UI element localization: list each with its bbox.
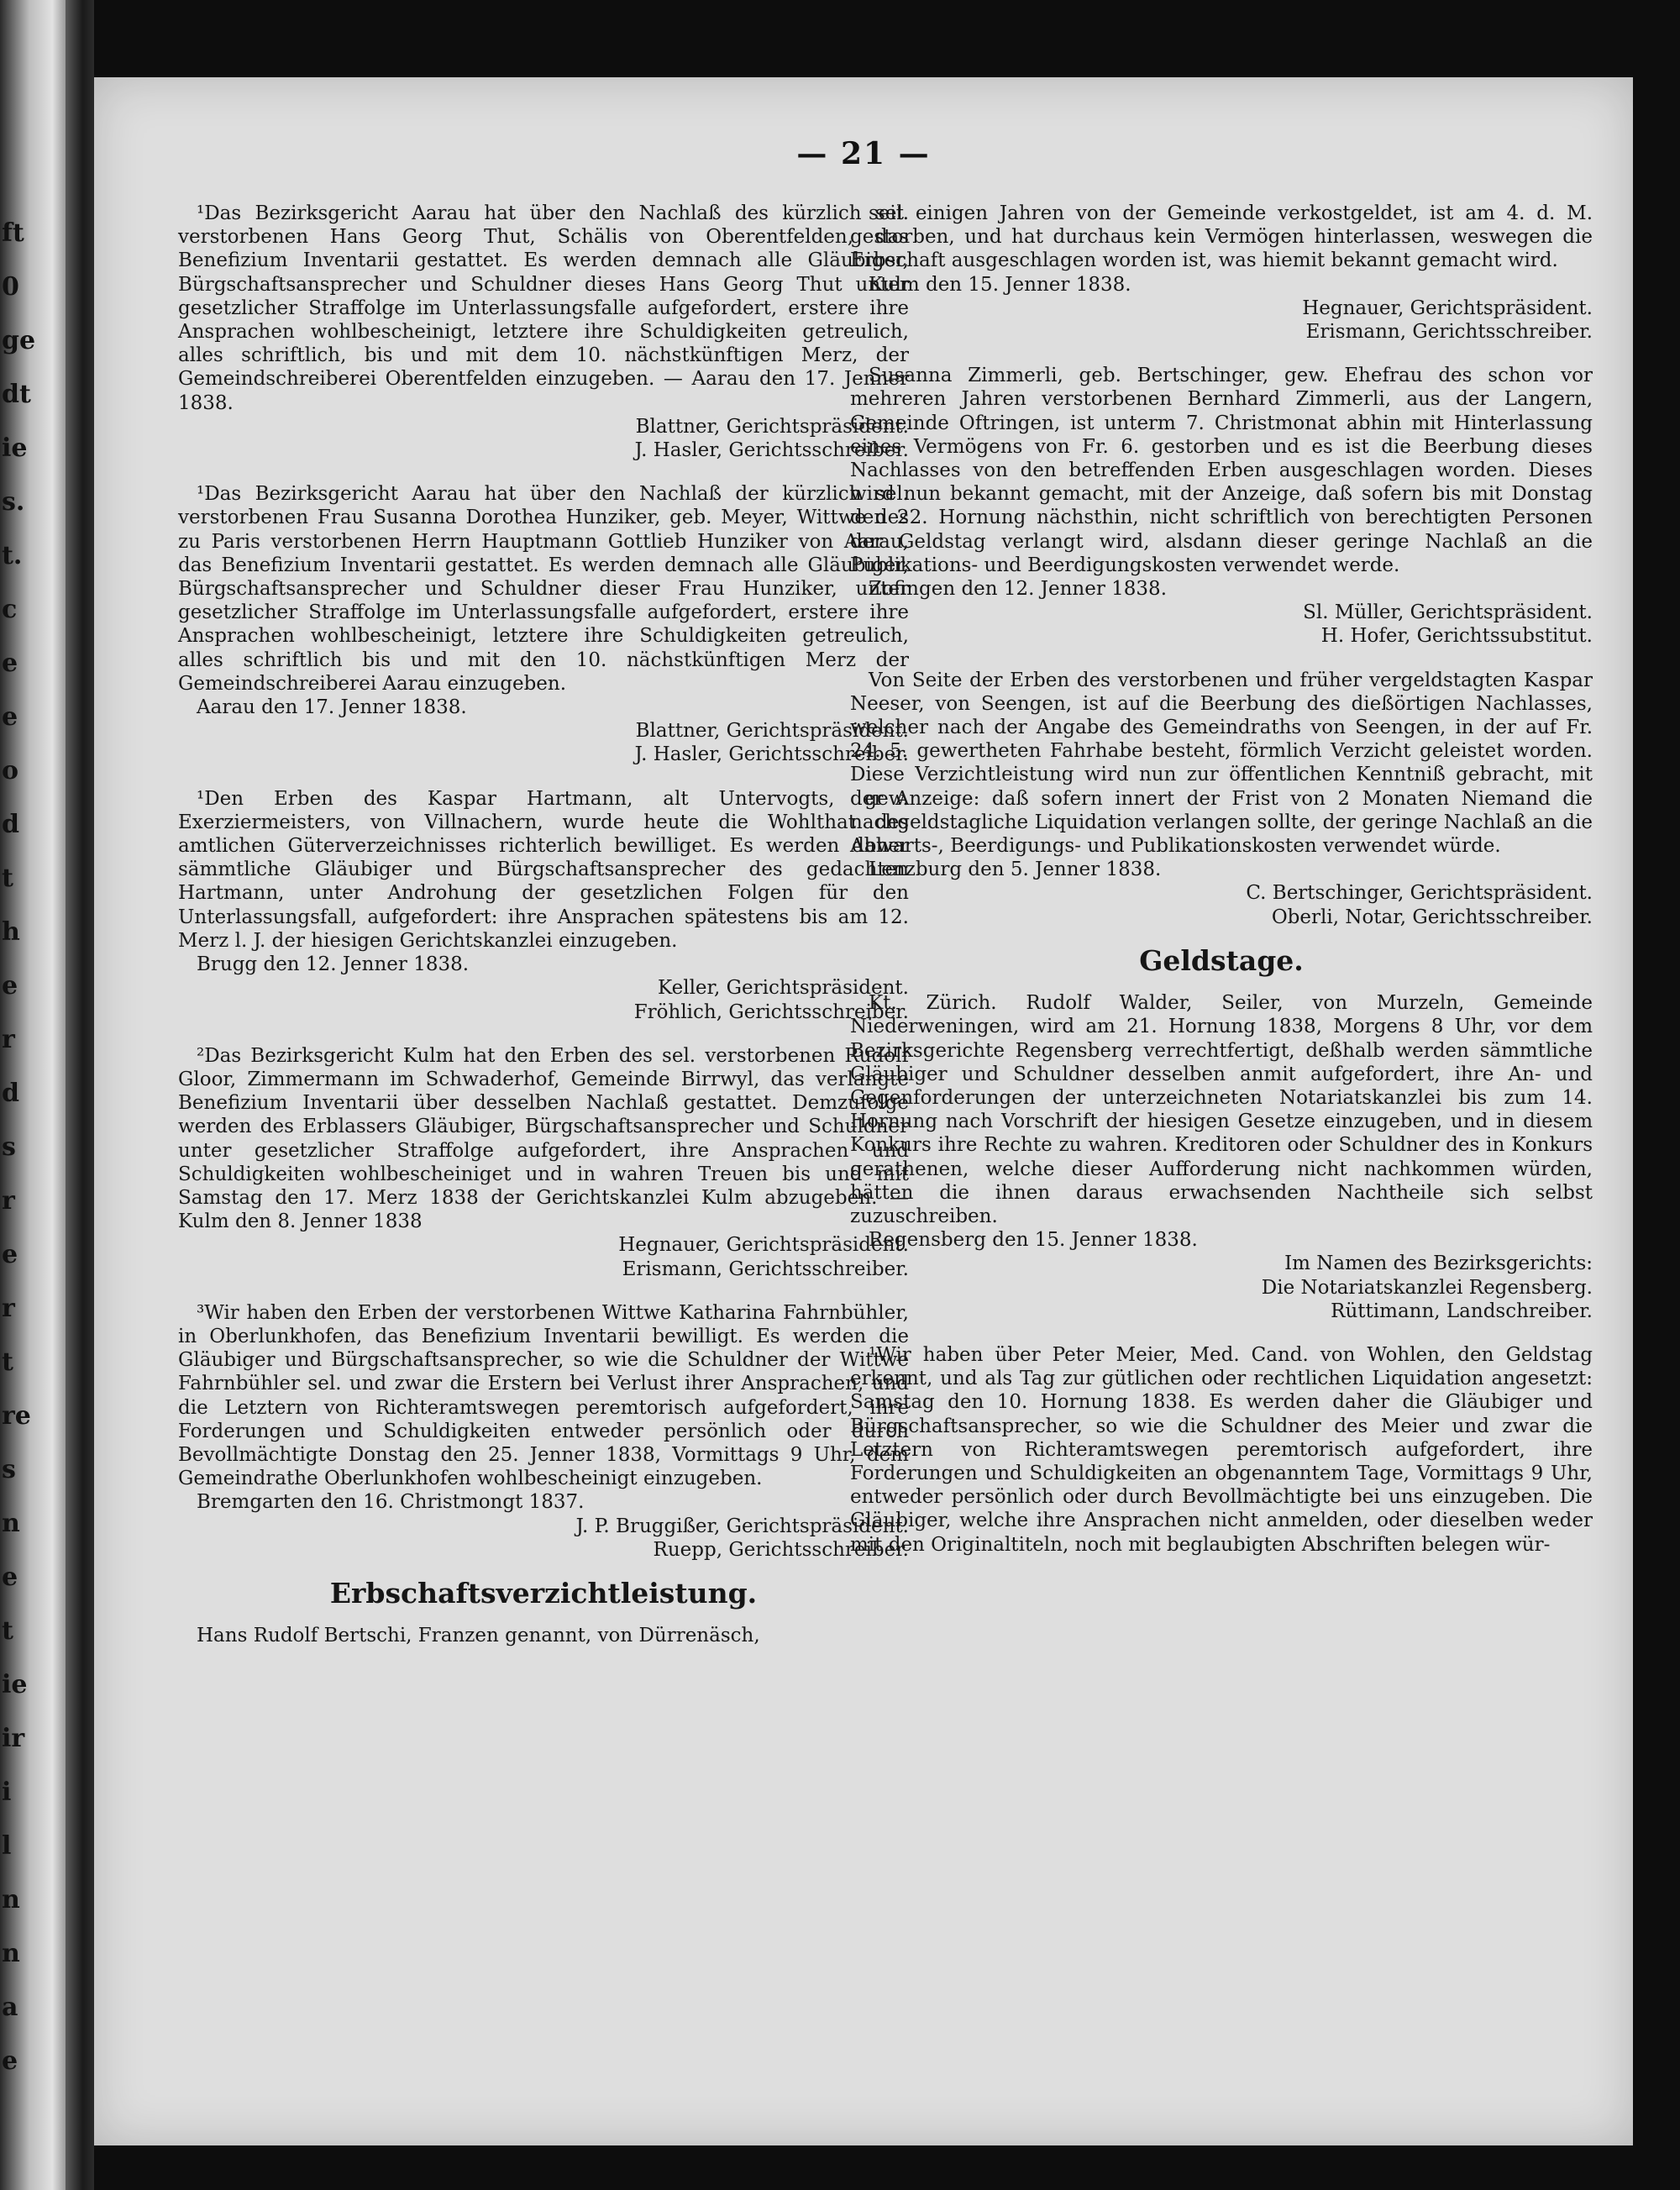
- notice: [850, 991, 1593, 1323]
- edge-fragment: e: [2, 1240, 18, 1269]
- notice: [178, 202, 909, 462]
- edge-fragment: 0: [2, 272, 19, 302]
- notice-signature: J. P. Bruggißer, Gerichtspräsident.: [575, 1515, 909, 1537]
- edge-fragment: t.: [2, 541, 23, 570]
- edge-fragment: i: [2, 1778, 12, 1807]
- notice-signature: Die Notariatskanzlei Regensberg.: [1261, 1276, 1593, 1299]
- notice-text: Von Seite der Erben des verstorbenen und früher vergeldstagten Kaspar Neeser, von Seengen, ist auf die Beerbung des dießörtigen Nachlasses, welcher nach der Angabe des Gemeindraths von Seengen, in der auf Fr. 24. 5. gewertheten Fahrhabe besteht, förmlich Verzicht geleistet worden. Diese Verzichtleistung wird nun zur öffentlichen Kenntniß gebracht, mit der Anzeige: daß sofern innert der Frist von 2 Monaten Niemand die nachgeldstagliche Liquidation verlangen sollte, der geringe Nachlaß an die Abwarts-, Beerdigungs- und Publikationskosten verwendet würde.: [850, 669, 1593, 858]
- edge-fragment: r: [2, 1186, 15, 1216]
- notice: [850, 364, 1593, 648]
- notice-signature: J. Hasler, Gerichtsschreiber.: [634, 743, 909, 766]
- notice-signature: Erismann, Gerichtsschreiber.: [1305, 321, 1593, 344]
- notice-signature: Rüttimann, Landschreiber.: [1331, 1300, 1593, 1322]
- notice-place-date: Regensberg den 15. Jenner 1838.: [869, 1229, 1198, 1252]
- edge-fragment: ir: [2, 1724, 25, 1753]
- newspaper-page: [94, 77, 1633, 2145]
- notice-text: seit einigen Jahren von der Gemeinde verkostgeldet, ist am 4. d. M. gestorben, und hat durchaus kein Vermögen hinterlassen, weswegen die Erbschaft ausgeschlagen worden ist, was hiemit bekannt gemacht wird.: [850, 202, 1593, 272]
- notice-signature: Oberli, Notar, Gerichtsschreiber.: [1271, 906, 1593, 928]
- notice: [850, 669, 1593, 929]
- notice-signature: Hegnauer, Gerichtspräsident.: [1302, 297, 1593, 319]
- notice-signature: Ruepp, Gerichtsschreiber.: [653, 1538, 909, 1561]
- edge-fragment: d: [2, 810, 19, 839]
- notice-signature: J. Hasler, Gerichtsschreiber.: [634, 439, 909, 462]
- edge-fragment: ie: [2, 433, 28, 463]
- notice-text: ¹Das Bezirksgericht Aarau hat über den Nachlaß des kürzlich sel. verstorbenen Hans Georg Thut, Schälis von Oberentfelden, das Benefizium Inventarii gestattet. Es werden demnach alle Gläubiger, Bürgschaftsansprecher und Schuldner dieses Hans Georg Thut unter gesetzlicher Straffolge im Unterlassungsfalle aufgefordert, erstere ihre Ansprachen wohlbescheinigt, letztere ihre Schuldigkeiten getreulich, alles schriftlich, bis und mit dem 10. nächstkünftigen Merz, der Gemeindschreiberei Oberentfelden einzugeben. — Aarau den 17. Jenner 1838.: [178, 202, 909, 414]
- notice: [178, 1301, 909, 1562]
- notice-signature: Im Namen des Bezirksgerichts:: [1284, 1253, 1593, 1275]
- notice: [178, 1044, 909, 1281]
- edge-fragment: n: [2, 1939, 20, 1968]
- edge-fragment: h: [2, 917, 20, 947]
- left-notices: [178, 202, 909, 1562]
- edge-fragment: ge: [2, 326, 36, 355]
- edge-fragment: e: [2, 702, 18, 732]
- edge-fragment: s.: [2, 487, 25, 517]
- edge-fragment: e: [2, 1562, 18, 1592]
- edge-fragment: t: [2, 1347, 13, 1377]
- notice: [850, 202, 1593, 344]
- notice-signature: Erismann, Gerichtsschreiber.: [622, 1258, 909, 1280]
- notice-place-date: Zofingen den 12. Jenner 1838.: [869, 578, 1168, 601]
- notice-text: ¹Wir haben über Peter Meier, Med. Cand. von Wohlen, den Geldstag erkennt, und als Tag zur gütlichen oder rechtlichen Liquidation angesetzt: Samstag den 10. Hornung 1838. Es werden daher die Gläubiger und Bürgschaftsansprecher, so wie die Schuldner des Meier und zwar die Letztern von Richteramtswegen peremtorisch aufgefordert, ihre Forderungen und Schuldigkeiten an obgenanntem Tage, Vormittags 9 Uhr, entweder persönlich oder durch Bevollmächtigte bei uns einzugeben. Die Gläubiger, welche ihre Ansprachen nicht anmelden, oder dieselben weder mit den Originaltiteln, noch mit beglaubigten Abschriften belegen wür-: [850, 1343, 1593, 1556]
- notice-text: ²Das Bezirksgericht Kulm hat den Erben des sel. verstorbenen Rudolf Gloor, Zimmermann im Schwaderhof, Gemeinde Birrwyl, das verlangte Benefizium Inventarii über desselben Nachlaß gestattet. Demzufolge werden des Erblassers Gläubiger, Bürgschaftsansprecher und Schuldner unter gesetzlicher Straffolge aufgefordert, ihre Ansprachen und Schuldigkeiten wohlbescheiniget und in wahren Treuen bis und mit Samstag den 17. Merz 1838 der Gerichtskanzlei Kulm abzugeben. — Kulm den 8. Jenner 1838: [178, 1044, 909, 1233]
- edge-fragment: r: [2, 1294, 15, 1323]
- notice-text: Susanna Zimmerli, geb. Bertschinger, gew. Ehefrau des schon vor mehreren Jahren verstorbenen Bernhard Zimmerli, aus der Langern, Gemeinde Oftringen, ist unterm 7. Christmonat abhin mit Hinterlassung eines Vermögens von Fr. 6. gestorben und es ist die Beerbung dieses Nachlasses von den betreffenden Erben ausgeschlagen worden. Dieses wird nun bekannt gemacht, mit der Anzeige, daß sofern bis mit Donstag den 22. Hornung nächsthin, nicht schriftlich von berechtigten Personen der Geldstag verlangt wird, alsdann dieser geringe Nachlaß an die Publikations- und Beerdigungskosten verwendet werde.: [850, 365, 1593, 576]
- page-number: — 21 —: [796, 136, 931, 171]
- edge-fragment: n: [2, 1509, 20, 1538]
- notice-signature: Hegnauer, Gerichtspräsident.: [618, 1234, 909, 1257]
- left-column: [178, 202, 909, 1667]
- section-intro-text: Hans Rudolf Bertschi, Franzen genannt, von Dürrenäsch,: [197, 1625, 760, 1647]
- section-intro: [178, 1624, 909, 1647]
- book-gutter: [66, 0, 94, 2190]
- notice-place-date: Brugg den 12. Jenner 1838.: [197, 953, 470, 976]
- right-notices: [850, 202, 1593, 929]
- notice: [850, 1343, 1593, 1557]
- edge-fragment: a: [2, 1993, 18, 2022]
- edge-fragment: e: [2, 649, 18, 678]
- edge-fragment: ft: [2, 218, 24, 248]
- edge-fragment: dt: [2, 380, 31, 409]
- adjacent-page-edge: [0, 0, 66, 2190]
- notice-signature: Blattner, Gerichtspräsident.: [635, 720, 909, 743]
- edge-fragment: e: [2, 2046, 18, 2076]
- notice-place-date: Kulm den 15. Jenner 1838.: [869, 273, 1131, 296]
- section-title-geldstage: Geldstage.: [1139, 943, 1304, 977]
- edge-fragment: c: [2, 595, 18, 624]
- notice-place-date: Aarau den 17. Jenner 1838.: [197, 696, 467, 719]
- notice-place-date: Bremgarten den 16. Christmongt 1837.: [197, 1491, 585, 1514]
- edge-fragment: ie: [2, 1670, 28, 1699]
- notice-text: Kt. Zürich. Rudolf Walder, Seiler, von Murzeln, Gemeinde Niederweningen, wird am 21. Hornung 1838, Morgens 8 Uhr, vor dem Bezirksgerichte Regensberg verrechtfertigt, deßhalb werden sämmtliche Gläubiger und Schuldner desselben anmit aufgefordert, ihre An- und Gegenforderungen der unterzeichneten Notariatskanzlei bis zum 14. Hornung nach Vorschrift der hiesigen Gesetze einzugeben, und in diesem Konkurs ihre Rechte zu wahren. Kreditoren oder Schuldner des in Konkurs gerathenen, welche dieser Aufforderung nicht nachkommen würden, hätten die ihnen daraus erwachsenden Nachtheile sich selbst zuzuschreiben.: [850, 992, 1593, 1227]
- edge-fragment: e: [2, 971, 18, 1000]
- edge-fragment: s: [2, 1132, 16, 1162]
- notice: [178, 482, 909, 766]
- notice-signature: H. Hofer, Gerichtssubstitut.: [1320, 625, 1593, 648]
- notice-place-date: Lenzburg den 5. Jenner 1838.: [869, 859, 1162, 881]
- edge-fragment: r: [2, 1025, 15, 1054]
- edge-fragment: re: [2, 1401, 31, 1431]
- notice: [178, 787, 909, 1024]
- edge-fragment: n: [2, 1885, 20, 1914]
- notice-signature: Blattner, Gerichtspräsident.: [635, 415, 909, 438]
- edge-fragment: t: [2, 1616, 13, 1646]
- geldstage-notices: [850, 991, 1593, 1557]
- notice-text: ¹Das Bezirksgericht Aarau hat über den Nachlaß der kürzlich sel. verstorbenen Frau Susanna Dorothea Hunziker, geb. Meyer, Wittwe des zu Paris verstorbenen Herrn Hauptmann Gottlieb Hunziker von Aarau, das Benefizium Inventarii gestattet. Es werden demnach alle Gläubiger, Bürgschaftsansprecher und Schuldner dieser Frau Hunziker, unter gesetzlicher Straffolge im Unterlassungsfalle aufgefordert, erstere ihre Ansprachen wohlbescheinigt, letztere ihre Schuldigkeiten getreulich, alles schriftlich bis und mit den 10. nächstkünftigen Merz der Gemeindschreiberei Aarau einzugeben.: [178, 483, 909, 695]
- edge-fragment: s: [2, 1455, 16, 1484]
- right-column: [850, 202, 1593, 1577]
- notice-text: ¹Den Erben des Kaspar Hartmann, alt Untervogts, gew. Exerziermeisters, von Villnachern, wurde heute die Wohlthat des amtlichen Güterverzeichnisses richterlich bewilliget. Es werden daher sämmtliche Gläubiger und Bürgschaftsansprecher des gedachten Hartmann, unter Androhung der gesetzlichen Folgen für den Unterlassungsfall, aufgefordert: ihre Ansprachen spätestens bis am 12. Merz l. J. der hiesigen Gerichtskanzlei einzugeben.: [178, 787, 909, 952]
- edge-fragment: d: [2, 1079, 19, 1108]
- edge-fragment: t: [2, 864, 13, 893]
- edge-fragment: l: [2, 1831, 12, 1861]
- notice-signature: Keller, Gerichtspräsident.: [658, 977, 909, 1000]
- notice-signature: C. Bertschinger, Gerichtspräsident.: [1246, 882, 1593, 905]
- notice-signature: Fröhlich, Gerichtsschreiber.: [633, 1000, 909, 1023]
- notice-text: ³Wir haben den Erben der verstorbenen Wittwe Katharina Fahrnbühler, in Oberlunkhofen, das Benefizium Inventarii bewilligt. Es werden die Gläubiger und Bürgschaftsansprecher, so wie die Schuldner der Wittwe Fahrnbühler sel. und zwar die Erstern bei Verlust ihrer Ansprachen, und die Letztern von Richteramtswegen peremtorisch aufgefordert, ihre Forderungen und Schuldigkeiten entweder persönlich oder durch Bevollmächtigte Donstag den 25. Jenner 1838, Vormittags 9 Uhr, dem Gemeindrathe Oberlunkhofen wohlbescheinigt einzugeben.: [178, 1301, 909, 1490]
- section-title-erbschaftsverzicht: Erbschaftsverzichtleistung.: [329, 1576, 758, 1610]
- notice-signature: Sl. Müller, Gerichtspräsident.: [1303, 601, 1593, 624]
- edge-fragment: o: [2, 756, 19, 785]
